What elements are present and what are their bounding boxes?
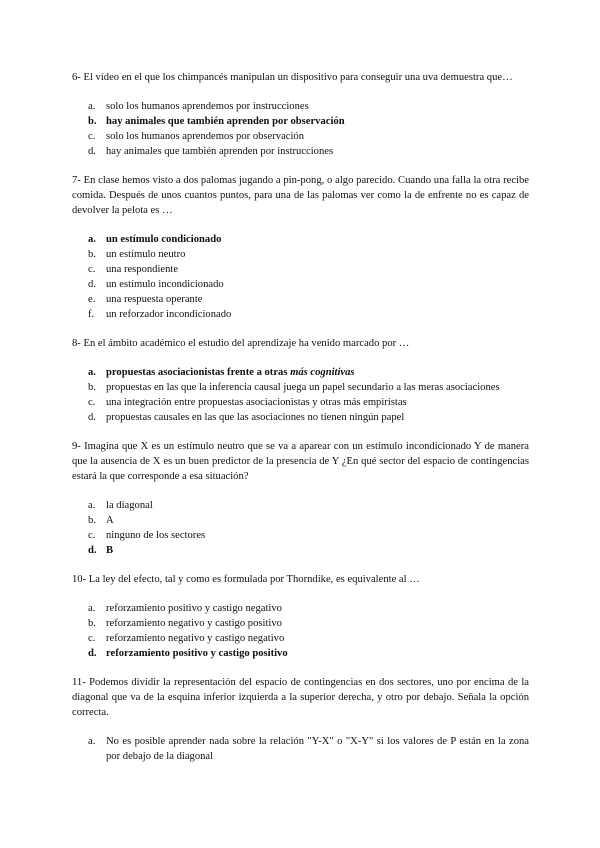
option-letter: a. bbox=[88, 736, 96, 747]
option-text: reforzamiento positivo y castigo negativo bbox=[106, 603, 282, 614]
option-text: solo los humanos aprendemos por observación bbox=[106, 131, 305, 142]
option-list bbox=[72, 601, 529, 661]
question-stem: 9- Imagina que X es un estímulo neutro que se va a aparear con un estímulo incondicionado Y de manera que la ausencia de X es un buen predictor de la presencia de Y ¿En qué sector del espacio de contingencias estará la que corresponde a esa situación? bbox=[72, 441, 529, 482]
option-text: reforzamiento negativo y castigo positivo bbox=[106, 618, 282, 629]
option-text: B bbox=[106, 545, 114, 556]
option-list bbox=[72, 365, 529, 425]
option-letter: a. bbox=[88, 367, 96, 378]
option-item bbox=[88, 528, 529, 543]
option-item bbox=[88, 262, 529, 277]
question-9 bbox=[72, 439, 529, 558]
option-list bbox=[72, 734, 529, 764]
option-letter: c. bbox=[88, 397, 96, 408]
option-text: solo los humanos aprendemos por instrucciones bbox=[106, 101, 309, 112]
option-item-correct bbox=[88, 646, 529, 661]
option-text: propuestas causales en las que las asociaciones no tienen ningún papel bbox=[106, 412, 405, 423]
option-text-emphasis: más cognitivas bbox=[290, 367, 355, 378]
option-letter: d. bbox=[88, 412, 96, 423]
option-text: reforzamiento negativo y castigo negativo bbox=[106, 633, 285, 644]
option-letter: c. bbox=[88, 633, 96, 644]
option-text: hay animales que también aprenden por instrucciones bbox=[106, 146, 334, 157]
option-list bbox=[72, 232, 529, 322]
option-letter: c. bbox=[88, 131, 96, 142]
question-stem: 8- En el ámbito académico el estudio del aprendizaje ha venido marcado por … bbox=[72, 338, 410, 349]
option-text: reforzamiento positivo y castigo positivo bbox=[106, 648, 288, 659]
option-text-group bbox=[106, 365, 529, 380]
option-item bbox=[88, 99, 529, 114]
option-item bbox=[88, 307, 529, 322]
option-item bbox=[88, 129, 529, 144]
option-item bbox=[88, 601, 529, 616]
option-item bbox=[88, 277, 529, 292]
option-item bbox=[88, 734, 529, 764]
question-stem: 10- La ley del efecto, tal y como es formulada por Thorndike, es equivalente al … bbox=[72, 574, 420, 585]
option-letter: a. bbox=[88, 101, 96, 112]
option-text: un estímulo condicionado bbox=[106, 234, 222, 245]
question-stem: 7- En clase hemos visto a dos palomas jugando a pin-pong, o algo parecido. Cuando una falla la otra recibe comida. Después de unos cuantos puntos, para una de las palomas ver como la de enfrente no es capaz de devolver la pelota es … bbox=[72, 175, 529, 216]
option-text: una respuesta operante bbox=[106, 294, 203, 305]
option-text: propuestas asociacionistas frente a otras bbox=[106, 367, 291, 378]
option-item bbox=[88, 513, 529, 528]
option-letter: e. bbox=[88, 294, 96, 305]
option-item bbox=[88, 631, 529, 646]
option-list bbox=[72, 498, 529, 558]
option-text: una integración entre propuestas asociacionistas y otras más empiristas bbox=[106, 397, 407, 408]
option-letter: f. bbox=[88, 309, 95, 320]
option-letter: b. bbox=[88, 382, 96, 393]
option-text: No es posible aprender nada sobre la relación "Y-X" o "X-Y" si los valores de P están en la zona por debajo de la diagonal bbox=[106, 736, 529, 762]
question-stem: 11- Podemos dividir la representación del espacio de contingencias en dos sectores, uno por encima de la diagonal que va de la esquina inferior izquierda a la superior derecha, y otro por debajo. Señala la opción correcta. bbox=[72, 677, 529, 718]
question-7 bbox=[72, 173, 529, 322]
option-item bbox=[88, 292, 529, 307]
option-text: hay animales que también aprenden por observación bbox=[106, 116, 345, 127]
option-item bbox=[88, 616, 529, 631]
option-text: un estímulo neutro bbox=[106, 249, 186, 260]
question-stem: 6- El vídeo en el que los chimpancés manipulan un dispositivo para conseguir una uva demuestra que… bbox=[72, 72, 513, 83]
option-text: una respondiente bbox=[106, 264, 179, 275]
option-item bbox=[88, 498, 529, 513]
option-text: propuestas en las que la inferencia causal juega un papel secundario a las meras asociaciones bbox=[106, 382, 500, 393]
option-text: un reforzador incondicionado bbox=[106, 309, 232, 320]
option-letter: a. bbox=[88, 234, 96, 245]
option-letter: c. bbox=[88, 264, 96, 275]
option-item bbox=[88, 380, 529, 395]
question-11 bbox=[72, 675, 529, 764]
question-6 bbox=[72, 70, 529, 159]
question-10 bbox=[72, 572, 529, 661]
option-letter: b. bbox=[88, 515, 96, 526]
option-item-correct bbox=[88, 365, 529, 380]
option-text: ninguno de los sectores bbox=[106, 530, 206, 541]
option-list bbox=[72, 99, 529, 159]
option-letter: d. bbox=[88, 545, 97, 556]
option-text: un estímulo incondicionado bbox=[106, 279, 224, 290]
option-letter: b. bbox=[88, 249, 96, 260]
option-item-correct bbox=[88, 114, 529, 129]
option-letter: c. bbox=[88, 530, 96, 541]
option-letter: b. bbox=[88, 116, 97, 127]
option-letter: d. bbox=[88, 279, 96, 290]
option-letter: a. bbox=[88, 500, 96, 511]
option-letter: d. bbox=[88, 648, 97, 659]
question-8 bbox=[72, 336, 529, 425]
option-item-correct bbox=[88, 543, 529, 558]
option-letter: d. bbox=[88, 146, 96, 157]
option-item bbox=[88, 247, 529, 262]
exam-page bbox=[72, 70, 529, 778]
option-text: la diagonal bbox=[106, 500, 153, 511]
option-item bbox=[88, 410, 529, 425]
option-item-correct bbox=[88, 232, 529, 247]
option-letter: a. bbox=[88, 603, 96, 614]
option-item bbox=[88, 395, 529, 410]
option-item bbox=[88, 144, 529, 159]
option-letter: b. bbox=[88, 618, 96, 629]
option-text: A bbox=[106, 515, 114, 526]
